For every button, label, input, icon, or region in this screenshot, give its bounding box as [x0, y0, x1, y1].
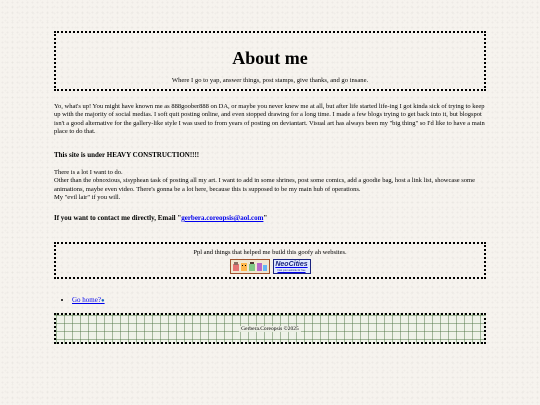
contact-section — [54, 214, 486, 222]
credits-box — [54, 242, 486, 279]
construction-text: This site is under HEAVY CONSTRUCTION!!!! — [54, 151, 200, 159]
go-home-label: Go home? — [72, 296, 101, 304]
credits-text: Ppl and things that helped me build this goofy ah websites. — [193, 249, 347, 256]
contact-prefix: If you want to contact me directly, Email " — [54, 214, 182, 222]
pixel-art-mascots-icon — [232, 261, 268, 272]
intro-section — [54, 103, 486, 137]
home-icon: ● — [100, 298, 105, 304]
html-badge[interactable] — [230, 259, 270, 274]
go-home-link[interactable] — [72, 296, 105, 304]
plan-line-3: My "evil lair" if you will. — [54, 194, 121, 202]
page-subtitle: Where I go to yap, answer things, post stamps, give thanks, and go insane. — [171, 77, 369, 84]
footer-copyright: Gerbera.Coreopsis ©2025 — [241, 325, 299, 332]
list-item — [72, 296, 105, 304]
contact-suffix: " — [263, 214, 268, 222]
neocities-badge-sublabel: host your website for free — [277, 269, 306, 272]
page-title: About me — [232, 48, 308, 68]
intro-text: Yo, what's up! You might have known me as 888goober888 on DA, or maybe you never knew me at all, but after life started life-ing I got kinda sick of trying to keep up with the majority of social medias. I soft quit posting online, and even stopped drawing for a long time. I made a few blogs trying to get back into it, but blogspot isn't a good alternative for the gallery-like style I was used to from years of posting on deviantart. Visual art has always been my "big thing" so I'd like to have a main place to do that. — [54, 103, 485, 136]
nav-list — [62, 296, 105, 304]
plan-section — [54, 169, 486, 203]
email-link[interactable]: gerbera.coreopsis@aol.com — [181, 214, 264, 222]
plan-line-2: Other than the obnoxious, sisyphean task of posting all my art. I want to add in some shrines, post some comics, add a goodie bag, host a link list, showcase some animations, maybe even video. There's gonna be a lot here, because this is supposed to be my main hub of operations. — [54, 177, 475, 193]
header-box — [54, 31, 486, 91]
construction-notice — [54, 151, 486, 159]
footer-box — [54, 313, 486, 344]
badge-row — [56, 259, 484, 274]
neocities-badge[interactable] — [273, 259, 311, 274]
neocities-badge-label: NeoCities — [275, 261, 308, 268]
plan-line-1: There is a lot I want to do. — [54, 169, 123, 176]
